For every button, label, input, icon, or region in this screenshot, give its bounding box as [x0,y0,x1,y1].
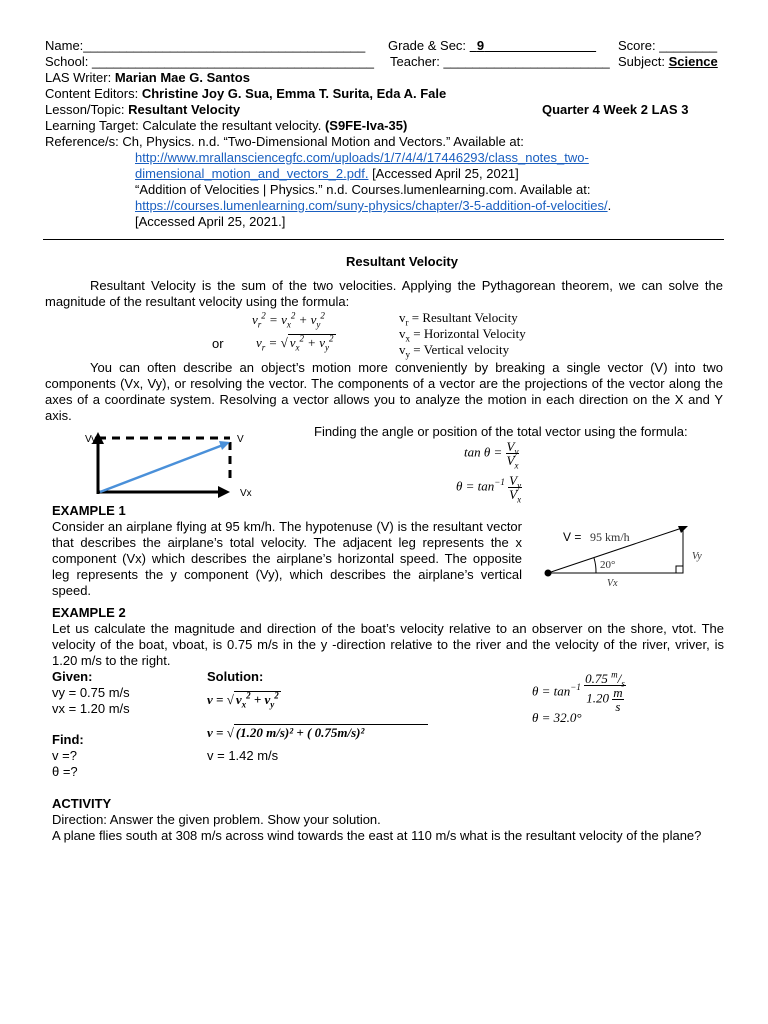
activity-heading: ACTIVITY [52,796,112,811]
formula-squared: $v_r^2 = v_x^2 + v_y^2$ [252,310,325,330]
section-title: Resultant Velocity [346,254,458,269]
score-field: Score: ________ [618,38,718,53]
solution-formula: v = √ $v_x^2 + v_y^2$ [207,690,279,710]
quarter-label: Quarter 4 Week 2 LAS 3 [542,102,689,117]
name-field: Name:_______________________________________ [45,38,366,53]
example2-text: Let us calculate the magnitude and direction of the boat’s velocity relative to an observer on the shore, vtot. The velocity of the boat, vboat, is 0.75 m/s in the y -direction relative to the river and the velocity of the river, vriver, is 1.20 m/s to the right. [52,621,724,668]
subject-field: Subject: Science [618,54,718,69]
theta-result: θ = 32.0° [532,710,582,725]
given-label: Given: [52,669,93,684]
label-vx: Vx [240,488,252,499]
label-v: V [237,434,244,445]
arctan-formula: $\theta = \tan^{-1}$ $\frac{V_y}{V_x}$ [456,473,522,505]
reference-1-link[interactable]: http://www.mrallansciencegfc.com/uploads/1/7/4/4/17446293/class_notes_two- [135,150,589,165]
angle-arc [594,558,596,573]
formula-sqrt: $v_r$ = √ $v_x^2 + v_y^2$ [256,333,334,353]
vx-arrowhead [218,486,230,498]
example2-heading: EXAMPLE 2 [52,605,126,620]
airplane-vx: Vx [607,578,618,589]
angle-text: Finding the angle or position of the total vector using the formula: [314,424,688,439]
airplane-v-label: V = [563,530,582,544]
learning-target: Learning Target: Calculate the resultant velocity. (S9FE-Iva-35) [45,118,408,133]
airplane-angle: 20° [600,559,616,571]
airplane-vy: Vy [692,551,702,562]
tan-formula: tan θ = $\frac{V_y}{V_x}$ [464,439,519,471]
reference-2-link-line: https://courses.lumenlearning.com/suny-physics/chapter/3-5-addition-of-velocities/. [135,198,612,213]
activity-direction: Direction: Answer the given problem. Show your solution. [52,812,381,827]
teacher-field: Teacher: _______________________ [390,54,610,69]
reference-1-link-cont: dimensional_motion_and_vectors_2.pdf. [Accessed April 25, 2021] [135,166,519,181]
reference-2-text: “Addition of Velocities | Physics.” n.d. Courses.lumenlearning.com. Available at: [135,182,591,197]
topic-line: Lesson/Topic: Resultant Velocity [45,102,241,117]
find-v: v =? [52,748,77,763]
solution-substitution: v = √ (1.20 m/s)² + ( 0.75m/s)² [207,724,428,741]
legend-vr: $v_r$ = Resultant Velocity [399,310,518,328]
example1-heading: EXAMPLE 1 [52,503,126,518]
label-vy: Vy [85,434,97,445]
reference-line-1: Reference/s: Ch, Physics. n.d. “Two-Dimensional Motion and Vectors.” Available at: [45,134,524,149]
resultant-vector [100,445,223,492]
find-label: Find: [52,732,84,747]
solution-label: Solution: [207,669,264,684]
resolving-paragraph: You can often describe an object’s motion more conveniently by breaking a single vector (V) into two components (Vx, Vy), or resolving the vector. The components of a vector are the projections of the vector along the axes of a coordinate system. Resolving a vector allows you to analyze the motion in each direction on the X and Y axis. [45,360,723,423]
writer-line: LAS Writer: Marian Mae G. Santos [45,70,250,85]
divider [43,239,724,240]
school-field: School: _______________________________________ [45,54,374,69]
find-theta: θ =? [52,764,78,779]
given-vy: vy = 0.75 m/s [52,685,130,700]
formula-or: or [212,336,224,351]
legend-vx: $v_x$ = Horizontal Velocity [399,326,526,344]
origin-dot [545,570,552,577]
example1-text: Consider an airplane flying at 95 km/h. The hypotenuse (V) is the resultant vector that describes the airplane’s total velocity. The adjacent leg represents the x component (Vx) which describes the airplane’s horizontal speed. The opposite leg represents the y component (Vy), which describes the airplane’s vertical speed. [52,519,522,598]
grade-field: Grade & Sec: 9 [388,38,485,53]
reference-2-accessed: [Accessed April 25, 2021.] [135,214,286,229]
intro-paragraph: Resultant Velocity is the sum of the two velocities. Applying the Pythagorean theorem, we can solve the magnitude of the resultant velocity using the formula: [45,278,723,309]
solution-result: v = 1.42 m/s [207,748,279,763]
right-angle-mark [676,566,683,573]
legend-vy: $v_y$ = Vertical velocity [399,342,510,360]
resultant-arrowhead [219,441,230,450]
given-vx: vx = 1.20 m/s [52,701,130,716]
activity-problem: A plane flies south at 308 m/s across wind towards the east at 110 m/s what is the resultant velocity of the plane? [52,828,702,843]
airplane-speed: 95 km/h [590,530,630,544]
editors-line: Content Editors: Christine Joy G. Sua, Emma T. Surita, Eda A. Fale [45,86,447,101]
theta-calc: $\theta = \tan^{-1}$ 0.75 $^m/_s$ 1.20 $\frac{m}{s}$ [532,669,625,714]
